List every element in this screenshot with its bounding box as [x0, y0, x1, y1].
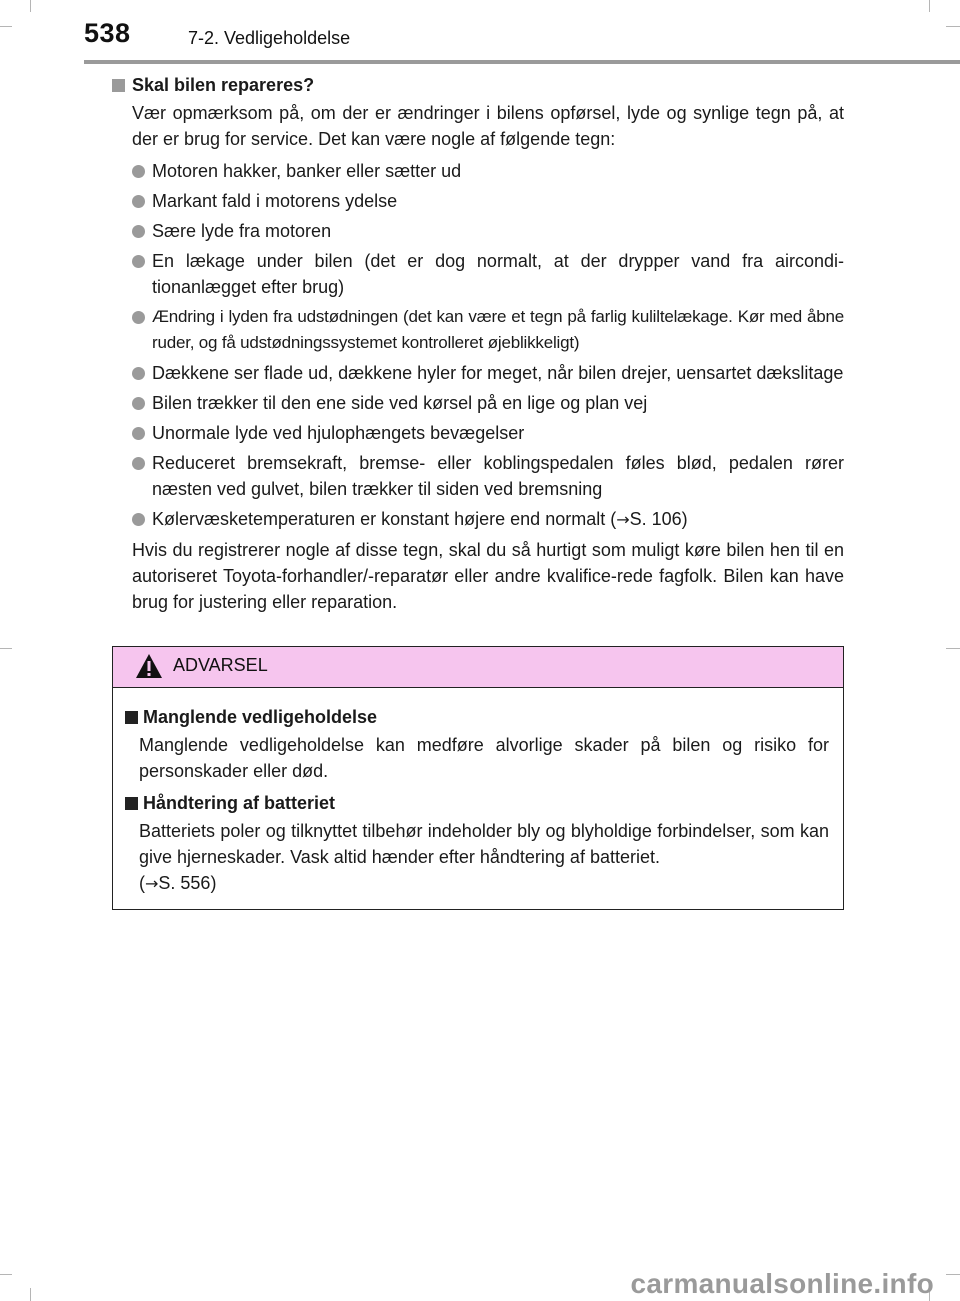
- circle-bullet-icon: [132, 367, 145, 380]
- warning-item-heading: [125, 704, 829, 730]
- warning-item-heading: [125, 790, 829, 816]
- warning-item-body: Batteriets poler og tilknyttet tilbehør indeholder bly og blyholdige forbindelser, som kan give hjerneskader. Vask altid hænder efter håndtering af batteriet.: [139, 821, 829, 867]
- page-header: [0, 0, 960, 62]
- list-item-text: Sære lyde fra motoren: [152, 221, 332, 241]
- circle-bullet-icon: [132, 255, 145, 268]
- main-content: [112, 70, 844, 621]
- list-item-text: Unormale lyde ved hjulophængets bevægelser: [152, 423, 525, 443]
- list-item: [132, 304, 844, 356]
- watermark[interactable]: carmanualsonline.info: [630, 1268, 934, 1299]
- crop-mark: [0, 1274, 12, 1275]
- list-item-text: Kølervæsketemperaturen er konstant højere end normalt (: [152, 509, 617, 529]
- square-bullet-icon: [112, 79, 125, 92]
- circle-bullet-icon: [132, 397, 145, 410]
- warning-header: [113, 647, 843, 688]
- ref-open-paren: (: [139, 873, 145, 893]
- arrow-right-icon: →: [145, 874, 159, 893]
- warning-item-text: [139, 818, 829, 897]
- list-item-text: Motoren hakker, banker eller sætter ud: [152, 161, 462, 181]
- list-item-text: Bilen trækker til den ene side ved kørsel på en lige og plan vej: [152, 393, 648, 413]
- warning-item-heading-text: Manglende vedligeholdelse: [143, 707, 378, 727]
- square-bullet-icon: [125, 711, 138, 724]
- list-item: [132, 420, 844, 446]
- list-item: [132, 450, 844, 502]
- warning-item-heading-text: Håndtering af batteriet: [143, 793, 336, 813]
- warning-label: ADVARSEL: [173, 655, 268, 675]
- circle-bullet-icon: [132, 427, 145, 440]
- header-rule: [84, 60, 960, 64]
- crop-mark: [946, 648, 960, 649]
- page-reference-link[interactable]: S. 106): [629, 509, 688, 529]
- intro-paragraph: Vær opmærksom på, om der er ændringer i bilens opførsel, lyde og synlige tegn på, at der er brug for service. Det kan være nogle af følgende tegn:: [132, 103, 844, 149]
- warning-item-text: Manglende vedligeholdelse kan medføre alvorlige skader på bilen og risiko for personskader eller død.: [139, 735, 829, 781]
- list-item: [132, 506, 844, 533]
- warning-body: [113, 688, 843, 897]
- warning-triangle-icon: [135, 653, 163, 679]
- page-reference-link[interactable]: S. 556): [158, 873, 217, 893]
- page-number: 538: [84, 18, 131, 48]
- circle-bullet-icon: [132, 513, 145, 526]
- circle-bullet-icon: [132, 311, 145, 324]
- warning-box: [112, 646, 844, 910]
- list-item: [132, 158, 844, 184]
- closing-paragraph: Hvis du registrerer nogle af disse tegn, skal du så hurtigt som muligt køre bilen hen til en autoriseret Toyota-forhandler/-reparatør eller andre kvalifice-rede fagfolk. Bilen kan have brug for justering eller reparation.: [132, 540, 844, 612]
- section-title: 7-2. Vedligeholdelse: [188, 28, 351, 48]
- list-item-text: Ændring i lyden fra udstødningen (det kan være et tegn på farlig kuliltelækage. Kør med åbne ruder, og få udstødningssystemet kontrolleret øjeblikkeligt): [152, 307, 844, 352]
- list-item-text: Reduceret bremsekraft, bremse- eller koblingspedalen føles blød, pedalen rører næsten ved gulvet, bilen trækker til siden ved bremsning: [152, 453, 844, 499]
- arrow-right-icon: →: [616, 510, 630, 529]
- crop-mark: [0, 648, 12, 649]
- list-item: [132, 248, 844, 300]
- list-item-text: Markant fald i motorens ydelse: [152, 191, 398, 211]
- list-item: [132, 360, 844, 386]
- list-item-text: Dækkene ser flade ud, dækkene hyler for meget, når bilen drejer, uensartet dækslitage: [152, 363, 844, 383]
- section-heading: [112, 72, 844, 98]
- circle-bullet-icon: [132, 165, 145, 178]
- circle-bullet-icon: [132, 195, 145, 208]
- list-item: [132, 390, 844, 416]
- circle-bullet-icon: [132, 225, 145, 238]
- list-item: [132, 218, 844, 244]
- circle-bullet-icon: [132, 457, 145, 470]
- list-item-text: En lækage under bilen (det er dog normalt, at der drypper vand fra aircondi-tionanlægget efter brug): [152, 251, 844, 297]
- square-bullet-icon: [125, 797, 138, 810]
- list-item: [132, 188, 844, 214]
- section-heading-text: Skal bilen repareres?: [132, 75, 315, 95]
- crop-mark: [30, 1288, 31, 1301]
- crop-mark: [946, 1274, 960, 1275]
